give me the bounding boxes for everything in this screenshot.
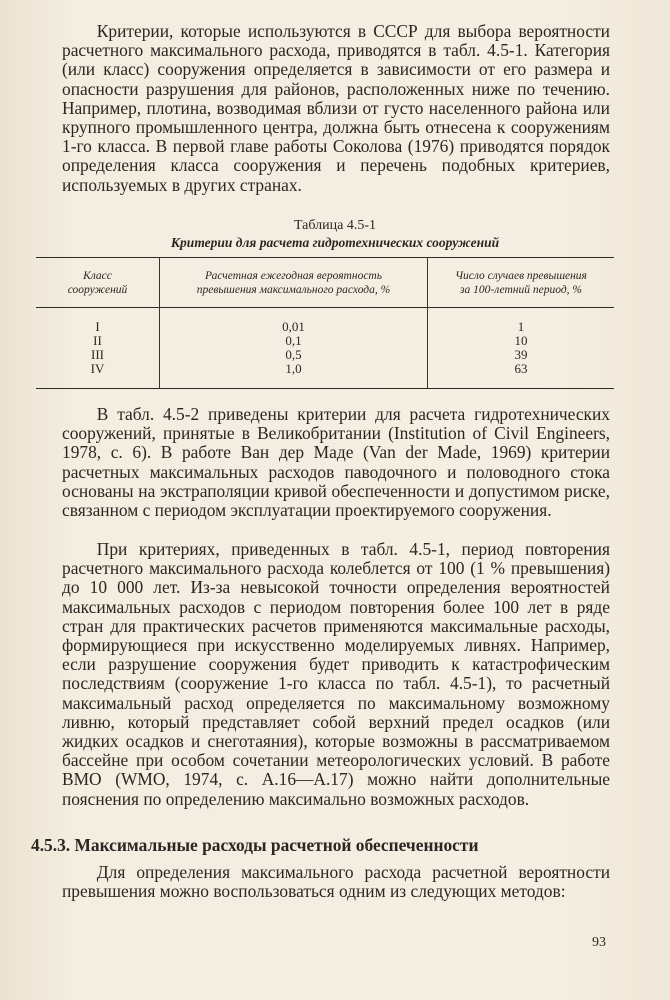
header-class-line2: сооружений	[67, 283, 128, 296]
table-header-rule	[36, 307, 614, 308]
header-probability-line1: Расчетная ежегодная вероятность	[205, 270, 382, 282]
paragraph-return-period: При критериях, приведенных в табл. 4.5-1, период повторения расчетного максимального расхода колеблется от 100 (1 % превышения) до 10 000 лет. Из-за невысокой точности определения вероятностей максимальных расходов с периодом повторения более 100 лет в ряде стран для практических расчетов применяются максимальные расходы, формирующиеся при искусственно моделируемых ливнях. Например, если разрушение сооружения будет приводить к катастрофическим последствиям (сооружение 1-го класса по табл. 4.5-1), то расчетный максимальный расход определяется по максимальному возможному ливню, который представляет собой верхний предел осадков (или жидких осадков и снеготаяния), которые возможны в рассматриваемом бассейне при особом сочетании метеорологических условий. В работе ВМО (WMO, 1974, с. А.16—А.17) можно найти дополнительные пояснения по определению максимально возможных расходов.	[62, 539, 610, 809]
table-body	[36, 320, 614, 376]
header-exceedance-count	[428, 270, 614, 297]
cell-class: I	[95, 319, 100, 334]
section-heading: 4.5.3. Максимальные расходы расчетной обеспеченности	[31, 835, 479, 855]
header-exceedance-line1: Число случаев превышения	[455, 270, 587, 282]
header-class-line1: Класс	[83, 270, 112, 282]
cell-count: 1	[517, 319, 525, 334]
cell-class: III	[91, 347, 104, 362]
criteria-table	[36, 257, 614, 389]
paragraph-uk-criteria: В табл. 4.5-2 приведены критерии для расчета гидротехнических сооружений, принятые в Великобритании (Institution of Civil Engineers, 1978, с. 6). В работе Ван дер Маде (Van der Made, 1969) критерии расчетных максимальных расходов паводочного и половодного стока основаны на экстраполяции кривой обеспеченности и допустимом риске, связанном с периодом эксплуатации проектируемого сооружения.	[62, 404, 610, 521]
table-row	[36, 334, 614, 348]
cell-probability: 0,1	[285, 333, 302, 348]
cell-probability: 1,0	[285, 361, 302, 376]
cell-count: 39	[514, 347, 528, 362]
cell-probability: 0,01	[282, 319, 305, 334]
page-number: 93	[592, 935, 606, 950]
cell-count: 63	[514, 361, 528, 376]
table-number: Таблица 4.5-1	[293, 218, 377, 233]
cell-count: 10	[514, 333, 528, 348]
header-exceedance-line2: за 100-летний период, %	[460, 283, 582, 296]
header-class	[36, 270, 159, 297]
header-probability	[160, 270, 427, 297]
paragraph-methods-intro: Для определения максимального расхода расчетной вероятности превышения можно воспользоваться одним из следующих методов:	[62, 862, 610, 902]
cell-class: II	[93, 333, 102, 348]
cell-probability: 0,5	[285, 347, 302, 362]
table-bottom-rule	[36, 388, 614, 389]
table-row	[36, 348, 614, 362]
paragraph-ussr-criteria: Критерии, которые используются в СССР для выбора вероятности расчетного максимального расхода, приводятся в табл. 4.5-1. Категория (или класс) сооружения определяется в зависимости от его размера и опасности разрушения для районов, расположенных ниже по течению. Например, плотина, возводимая вблизи от густо населенного района или крупного промышленного центра, должна быть отнесена к сооружениям 1-го класса. В первой главе работы Соколова (1976) приводятся порядок определения класса сооружения и перечень подобных критериев, используемых в других странах.	[62, 21, 610, 195]
header-probability-line2: превышения максимального расхода, %	[196, 283, 391, 296]
table-row	[36, 362, 614, 376]
table-row	[36, 320, 614, 334]
table-top-rule	[36, 257, 614, 258]
table-title: Критерии для расчета гидротехнических сооружений	[170, 235, 500, 250]
cell-class: IV	[90, 361, 105, 376]
